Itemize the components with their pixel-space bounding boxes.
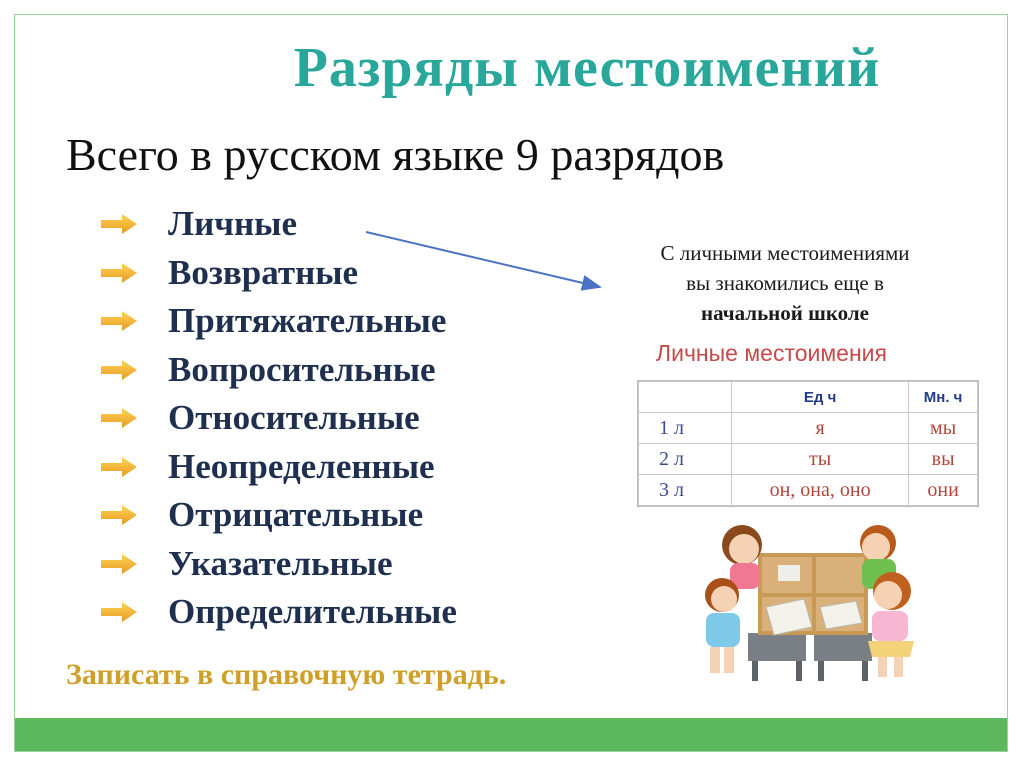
- table-row: [639, 413, 978, 444]
- table-header-row: [639, 382, 978, 413]
- list-item-label: Возвратные: [168, 252, 359, 292]
- info-note: [600, 238, 970, 328]
- info-note-line: начальной школе: [701, 301, 869, 325]
- info-note-line: вы знакомились еще в: [686, 271, 884, 295]
- plural-cell: мы: [909, 413, 978, 444]
- table-header: [639, 382, 732, 413]
- person-cell: 1 л: [639, 413, 732, 444]
- singular-cell: ты: [732, 444, 909, 475]
- person-cell: 2 л: [639, 444, 732, 475]
- list-item-label: Вопросительные: [168, 349, 436, 389]
- singular-cell: я: [732, 413, 909, 444]
- list-item-label: Личные: [168, 204, 298, 244]
- info-note-line: С личными местоимениями: [660, 241, 910, 265]
- plural-cell: они: [909, 475, 978, 506]
- pronoun-table: [638, 381, 978, 506]
- list-item-label: Относительные: [168, 398, 420, 438]
- singular-cell: он, она, оно: [732, 475, 909, 506]
- table-row: [639, 444, 978, 475]
- slide-title: Разряды местоимений: [293, 37, 881, 99]
- table-header: Мн. ч: [909, 382, 978, 413]
- list-item-label: Указательные: [168, 543, 393, 583]
- list-item-label: Неопределенные: [168, 446, 435, 486]
- footer-instruction: Записать в справочную тетрадь.: [66, 658, 507, 691]
- slide-subtitle: Всего в русском языке 9 разрядов: [66, 129, 725, 180]
- list-item-label: Определительные: [168, 592, 457, 632]
- pronoun-table-title: Личные местоимения: [656, 340, 887, 366]
- person-cell: 3 л: [639, 475, 732, 506]
- list-item-label: Притяжательные: [168, 301, 447, 341]
- table-row: [639, 475, 978, 506]
- children-at-desks-illustration: [696, 515, 926, 685]
- table-header: Ед ч: [732, 382, 909, 413]
- plural-cell: вы: [909, 444, 978, 475]
- list-item-label: Отрицательные: [168, 495, 424, 535]
